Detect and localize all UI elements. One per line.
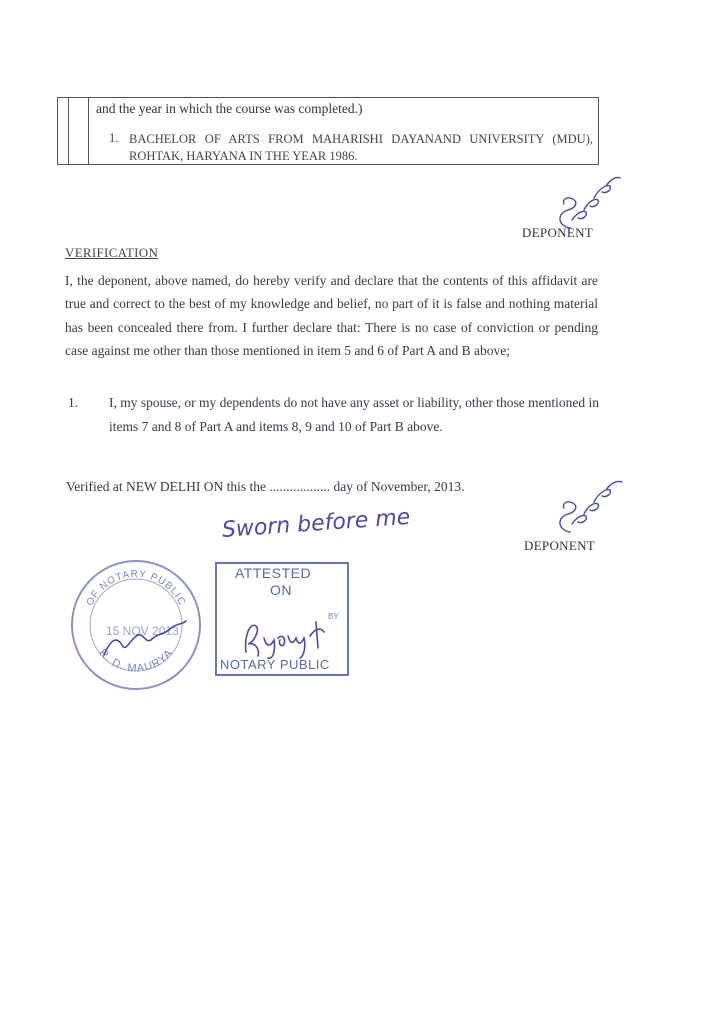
seal-top-text: OF NOTARY PUBLIC [84, 568, 188, 608]
seal-date-text: 15 NOV 2013 [106, 624, 179, 638]
notary-signature [240, 612, 340, 662]
svg-text:OF NOTARY PUBLIC [85, 569, 188, 608]
seal-name-text: R. D. MAURYA [96, 646, 176, 675]
verification-item-text: I, my spouse, or my dependents do not have any asset or liability, other those mentioned in items 7 and 8 of Part A and items 8, 9 and 10 of Part B above. [109, 395, 599, 434]
verified-line: Verified at NEW DELHI ON this the .................. day of November, 2013. [66, 479, 465, 494]
table-item-number: 1. [109, 131, 119, 145]
table-text-line: and the year in which the course was completed.) [96, 101, 363, 116]
verification-item-number: 1. [68, 395, 79, 410]
deponent-signature-2 [552, 474, 630, 544]
notary-seal-stamp [66, 555, 206, 695]
verification-paragraph: I, the deponent, above named, do hereby verify and declare that the contents of this affidavit are true and correct to the best of my knowledge and belief, no part of it is false and nothing material has been concealed there from. I further declare that: There is no case of conviction or pending case against me other than those mentioned in item 5 and 6 of Part A and B above; [65, 273, 598, 359]
verification-heading: VERIFICATION [65, 245, 159, 260]
sworn-before-me-note: Sworn before me [221, 504, 412, 543]
svg-text:R. D. MAURYA [96, 647, 175, 675]
deponent-label-2: DEPONENT [524, 538, 596, 553]
deponent-label-1: DEPONENT [522, 225, 594, 240]
attested-on-text: ON [270, 582, 292, 598]
notary-public-text: NOTARY PUBLIC [220, 657, 330, 672]
attested-text: ATTESTED [235, 565, 312, 581]
table-item-text: BACHELOR OF ARTS FROM MAHARISHI DAYANAND UNIVERSITY (MDU), ROHTAK, HARYANA IN THE YEAR 1986. [129, 132, 593, 163]
table-column-2 [68, 98, 89, 164]
attested-by-text: BY [328, 612, 339, 621]
